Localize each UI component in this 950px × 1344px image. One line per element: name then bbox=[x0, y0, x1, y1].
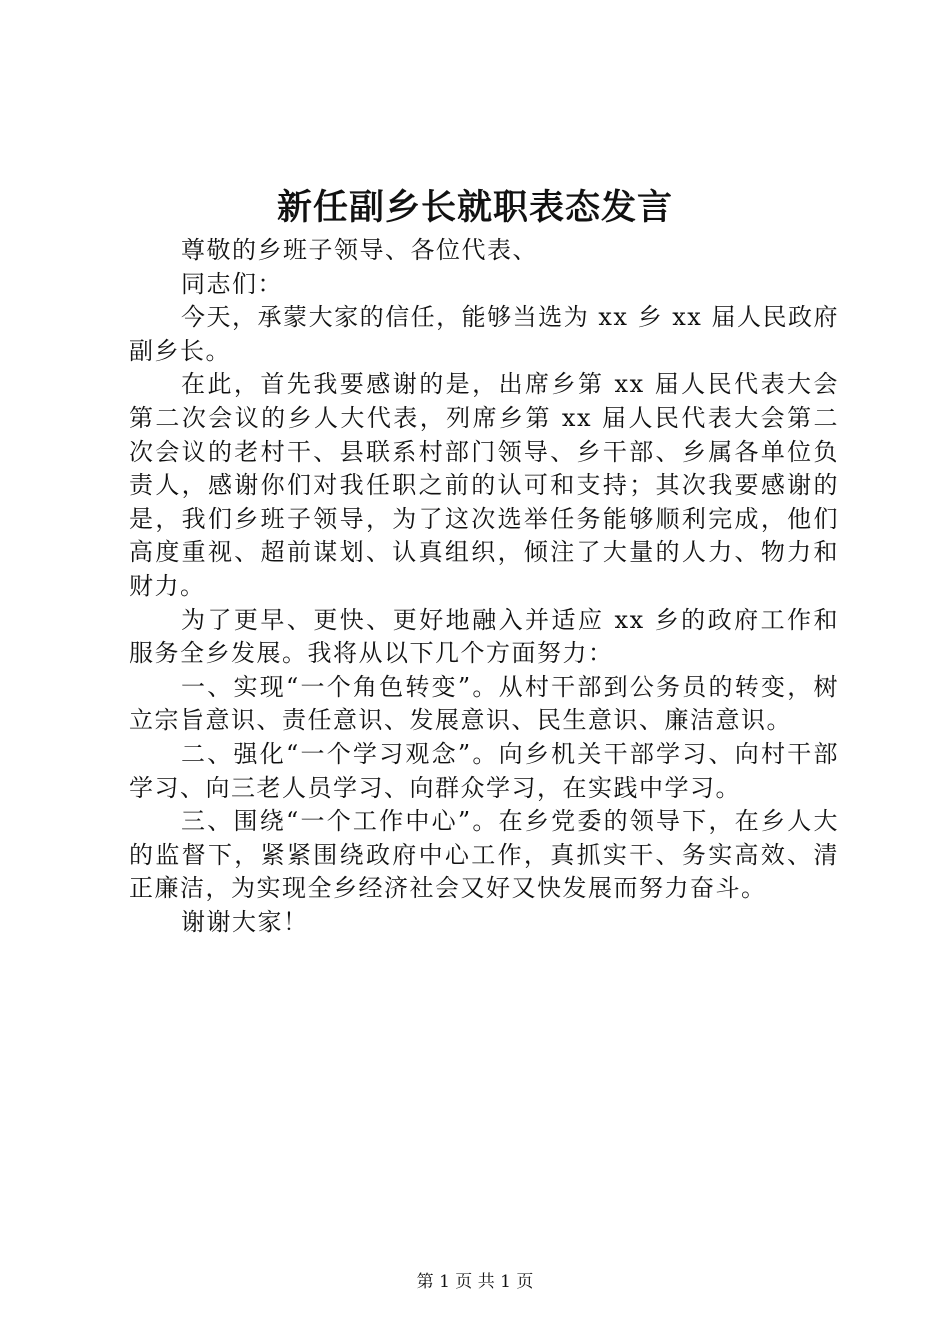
document-title: 新任副乡长就职表态发言 bbox=[276, 187, 673, 228]
body-paragraph: 在此，首先我要感谢的是，出席乡第 xx 届人民代表大会第二次会议的乡人大代表，列席乡第 xx 届人民代表大会第二次会议的老村干、县联系村部门领导、乡干部、乡属各单位负责人，感谢你们对我任职之前的认可和支持；其次我要感谢的是，我们乡班子领导，为了这次选举任务能够顺利完成，他们高度重视、超前谋划、认真组织，倾注了大量的人力、物力和财力。 bbox=[129, 370, 839, 600]
greeting-line: 尊敬的乡班子领导、各位代表、 bbox=[181, 236, 538, 264]
page-footer: 第 1 页 共 1 页 bbox=[416, 1272, 534, 1292]
body-paragraph: 一、实现“一个角色转变”。从村干部到公务员的转变，树立宗旨意识、责任意识、发展意识、民生意识、廉洁意识。 bbox=[129, 672, 839, 735]
closing-line: 谢谢大家！ bbox=[181, 907, 309, 936]
body-paragraph: 三、围绕“一个工作中心”。在乡党委的领导下，在乡人大的监督下，紧紧围绕政府中心工作，真抓实干、务实高效、清正廉洁，为实现全乡经济社会又好又快发展而努力奋斗。 bbox=[129, 807, 839, 903]
greeting-line: 同志们： bbox=[181, 269, 283, 298]
body-paragraph: 为了更早、更快、更好地融入并适应 xx 乡的政府工作和服务全乡发展。我将从以下几个方面努力： bbox=[129, 605, 839, 668]
document-body bbox=[129, 234, 839, 939]
body-paragraph: 二、强化“一个学习观念”。向乡机关干部学习、向村干部学习、向三老人员学习、向群众学习，在实践中学习。 bbox=[129, 739, 839, 802]
body-paragraph: 今天，承蒙大家的信任，能够当选为 xx 乡 xx 届人民政府副乡长。 bbox=[129, 303, 839, 365]
